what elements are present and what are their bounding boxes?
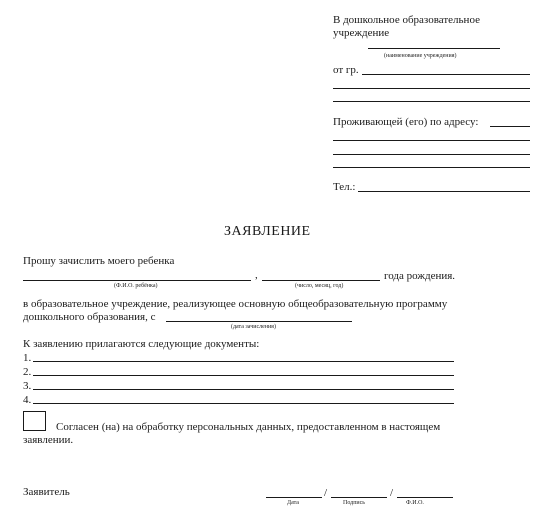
enrollment-date-line[interactable] bbox=[166, 321, 352, 322]
comma: , bbox=[255, 269, 258, 281]
signature-name-caption: Ф.И.О. bbox=[406, 500, 424, 506]
from-line-3[interactable] bbox=[333, 101, 530, 102]
signature-slash-1: / bbox=[324, 487, 328, 499]
from-label: от гр. bbox=[333, 64, 359, 76]
document-item-4-number: 4. bbox=[23, 394, 32, 406]
address-line-1[interactable] bbox=[490, 126, 530, 127]
child-name-line[interactable] bbox=[23, 280, 251, 281]
consent-line-2: заявлении. bbox=[23, 434, 74, 446]
document-item-4-line[interactable] bbox=[33, 403, 454, 404]
from-line[interactable] bbox=[362, 74, 530, 75]
address-line-2[interactable] bbox=[333, 140, 530, 141]
signature-date-caption: Дата bbox=[287, 500, 299, 506]
from-line-2[interactable] bbox=[333, 88, 530, 89]
request-line-2b: дошкольного образования, с bbox=[23, 311, 156, 323]
signature-date-line[interactable] bbox=[266, 497, 322, 498]
document-item-3-line[interactable] bbox=[33, 389, 454, 390]
address-label: Проживающей (его) по адресу: bbox=[333, 116, 479, 128]
address-line-3[interactable] bbox=[333, 154, 530, 155]
document-item-3-number: 3. bbox=[23, 380, 32, 392]
institution-line[interactable] bbox=[368, 48, 500, 49]
child-caption: (Ф.И.О. ребёнка) bbox=[114, 283, 158, 289]
documents-intro: К заявлению прилагаются следующие документы: bbox=[23, 338, 260, 350]
document-item-1-number: 1. bbox=[23, 352, 32, 364]
address-line-4[interactable] bbox=[333, 167, 530, 168]
request-line-2a: в образовательное учреждение, реализующее основную общеобразовательную программу bbox=[23, 298, 448, 310]
birth-suffix: года рождения. bbox=[384, 270, 456, 282]
signature-slash-2: / bbox=[390, 487, 394, 499]
signature-sign-line[interactable] bbox=[331, 497, 387, 498]
signature-name-line[interactable] bbox=[397, 497, 453, 498]
document-item-2-number: 2. bbox=[23, 366, 32, 378]
header-line-2: учреждение bbox=[333, 27, 390, 39]
header-line-1: В дошкольное образовательное bbox=[333, 14, 480, 26]
document-title: ЗАЯВЛЕНИЕ bbox=[224, 224, 311, 239]
date-caption: (число, месяц, год) bbox=[295, 283, 344, 289]
birth-date-line[interactable] bbox=[262, 280, 380, 281]
applicant-label: Заявитель bbox=[23, 486, 70, 498]
document-item-2-line[interactable] bbox=[33, 375, 454, 376]
phone-line[interactable] bbox=[358, 191, 530, 192]
phone-label: Тел.: bbox=[333, 181, 356, 193]
consent-checkbox[interactable] bbox=[23, 411, 46, 431]
request-intro: Прошу зачислить моего ребенка bbox=[23, 255, 175, 267]
consent-line-1: Согласен (на) на обработку персональных данных, предоставленном в настоящем bbox=[56, 421, 441, 433]
institution-caption: (наименование учреждения) bbox=[384, 53, 457, 59]
enroll-caption: (дата зачисления) bbox=[231, 324, 276, 330]
document-item-1-line[interactable] bbox=[33, 361, 454, 362]
signature-sign-caption: Подпись bbox=[343, 500, 366, 506]
